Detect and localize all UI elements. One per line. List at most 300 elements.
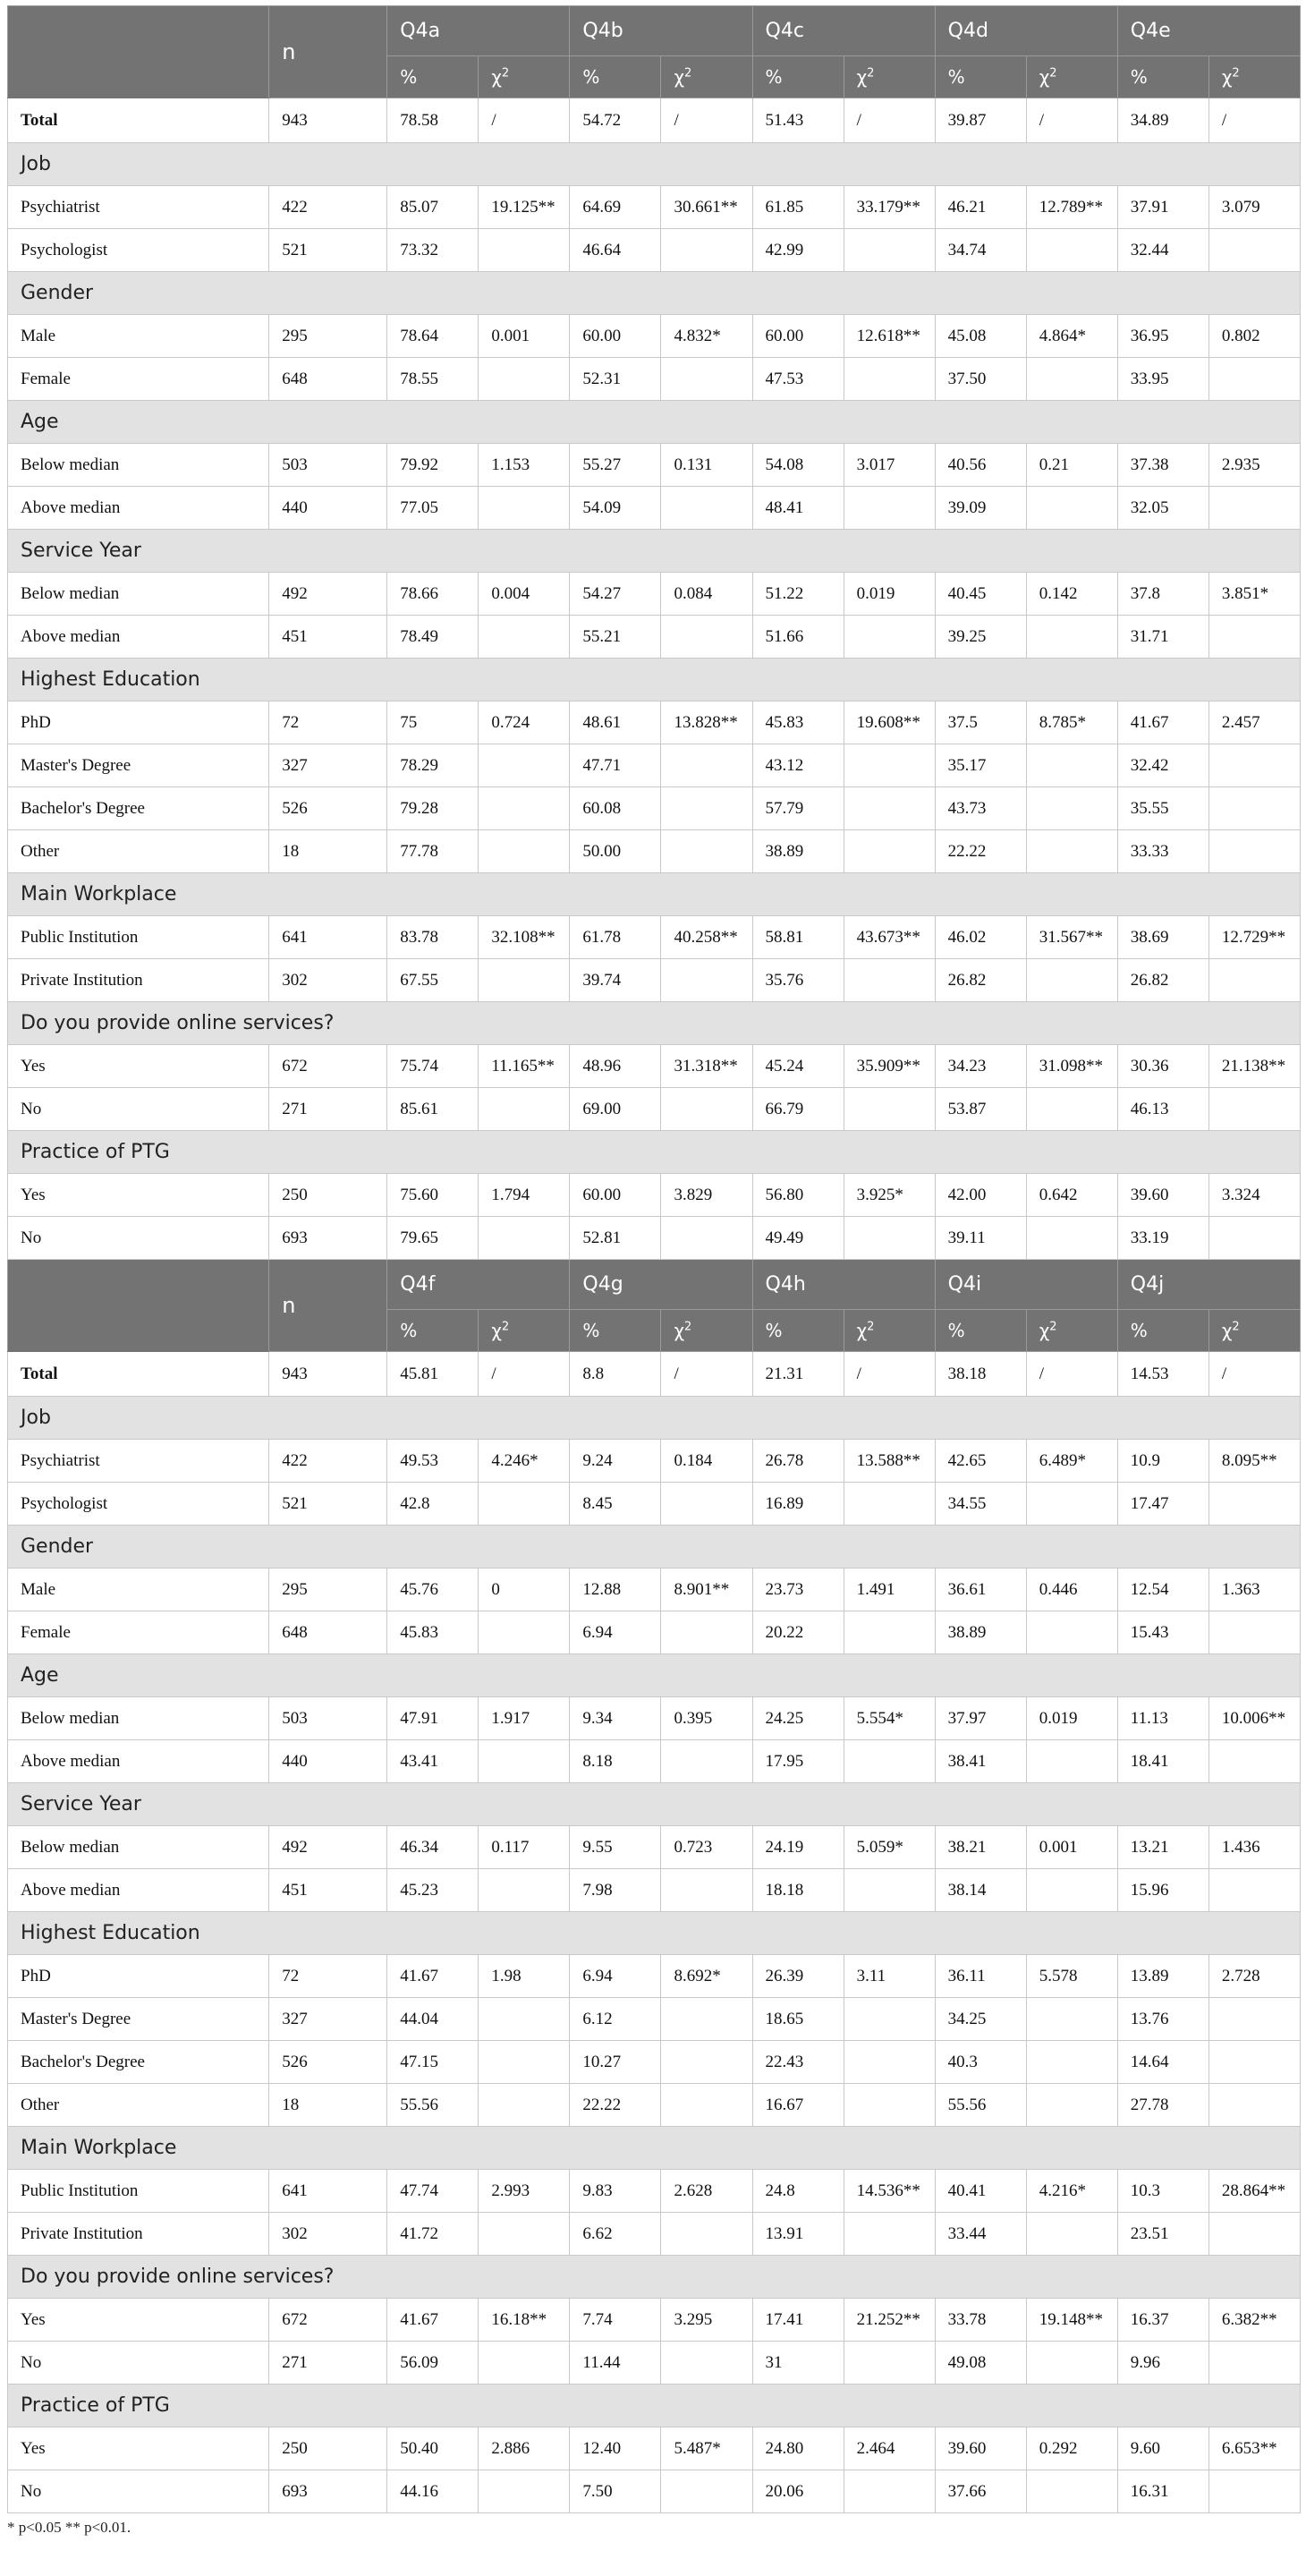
percent-header: % bbox=[387, 1310, 479, 1352]
n-cell: 295 bbox=[269, 315, 387, 358]
percent-cell: 39.60 bbox=[1117, 1174, 1208, 1217]
category-row bbox=[8, 530, 1301, 573]
percent-cell: 11.13 bbox=[1117, 1697, 1208, 1740]
percent-cell: 6.94 bbox=[570, 1611, 661, 1654]
percent-cell: 38.69 bbox=[1117, 916, 1208, 959]
n-cell: 521 bbox=[269, 1483, 387, 1526]
chi-square-cell: 0.184 bbox=[661, 1440, 752, 1483]
percent-cell: 9.55 bbox=[570, 1826, 661, 1869]
percent-cell: 14.53 bbox=[1117, 1352, 1208, 1397]
percent-cell: 26.82 bbox=[935, 959, 1026, 1002]
chi-square-cell: 4.864* bbox=[1026, 315, 1117, 358]
chi-square-header bbox=[1026, 56, 1117, 98]
percent-header: % bbox=[752, 1310, 844, 1352]
chi-square-cell bbox=[1026, 2342, 1117, 2385]
chi-square-cell: 28.864** bbox=[1208, 2170, 1300, 2213]
chi-square-cell bbox=[1026, 358, 1117, 401]
chi-square-cell: 3.324 bbox=[1208, 1174, 1300, 1217]
percent-cell: 49.53 bbox=[387, 1440, 479, 1483]
n-cell: 503 bbox=[269, 444, 387, 487]
chi-square-cell bbox=[479, 616, 570, 659]
percent-cell: 54.09 bbox=[570, 487, 661, 530]
chi-superscript: 2 bbox=[867, 1320, 875, 1334]
percent-cell: 15.43 bbox=[1117, 1611, 1208, 1654]
row-label: Female bbox=[8, 358, 269, 401]
chi-symbol: χ bbox=[674, 1320, 685, 1341]
table-row bbox=[8, 1174, 1301, 1217]
chi-square-cell bbox=[1208, 959, 1300, 1002]
chi-square-cell bbox=[479, 2041, 570, 2084]
category-label: Do you provide online services? bbox=[8, 1002, 1301, 1045]
header-blank-cell bbox=[8, 1260, 269, 1352]
chi-square-cell: 0.142 bbox=[1026, 573, 1117, 616]
n-cell: 440 bbox=[269, 487, 387, 530]
percent-cell: 8.8 bbox=[570, 1352, 661, 1397]
chi-square-cell: 40.258** bbox=[661, 916, 752, 959]
percent-cell: 78.55 bbox=[387, 358, 479, 401]
chi-square-cell bbox=[1208, 2470, 1300, 2513]
percent-cell: 34.25 bbox=[935, 1998, 1026, 2041]
category-row bbox=[8, 1654, 1301, 1697]
chi-square-cell: 5.578 bbox=[1026, 1955, 1117, 1998]
percent-cell: 64.69 bbox=[570, 186, 661, 229]
n-cell: 693 bbox=[269, 2470, 387, 2513]
percent-cell: 33.78 bbox=[935, 2299, 1026, 2342]
row-label: No bbox=[8, 2342, 269, 2385]
percent-cell: 34.55 bbox=[935, 1483, 1026, 1526]
question-header-q4j: Q4j bbox=[1117, 1260, 1300, 1310]
chi-square-header bbox=[479, 56, 570, 98]
table-row bbox=[8, 1611, 1301, 1654]
row-label: No bbox=[8, 1088, 269, 1131]
table-row bbox=[8, 1088, 1301, 1131]
chi-square-cell: / bbox=[661, 1352, 752, 1397]
percent-cell: 9.24 bbox=[570, 1440, 661, 1483]
n-cell: 18 bbox=[269, 830, 387, 873]
chi-square-cell bbox=[1026, 616, 1117, 659]
percent-cell: 38.41 bbox=[935, 1740, 1026, 1783]
row-label: Male bbox=[8, 1569, 269, 1611]
chi-square-cell bbox=[844, 2213, 935, 2256]
chi-square-cell bbox=[1026, 1998, 1117, 2041]
chi-square-cell bbox=[844, 1611, 935, 1654]
chi-square-cell bbox=[844, 2084, 935, 2127]
category-row bbox=[8, 1002, 1301, 1045]
chi-square-cell: 1.917 bbox=[479, 1697, 570, 1740]
row-label: Below median bbox=[8, 1697, 269, 1740]
chi-square-cell: 0.724 bbox=[479, 701, 570, 744]
percent-cell: 61.78 bbox=[570, 916, 661, 959]
chi-square-cell bbox=[844, 229, 935, 272]
percent-cell: 10.9 bbox=[1117, 1440, 1208, 1483]
chi-square-header bbox=[1208, 1310, 1300, 1352]
percent-cell: 60.00 bbox=[570, 1174, 661, 1217]
percent-cell: 77.78 bbox=[387, 830, 479, 873]
chi-square-cell bbox=[661, 2213, 752, 2256]
chi-square-cell: 0.446 bbox=[1026, 1569, 1117, 1611]
row-label: No bbox=[8, 2470, 269, 2513]
chi-square-cell bbox=[1208, 2342, 1300, 2385]
row-label: Private Institution bbox=[8, 2213, 269, 2256]
chi-square-cell bbox=[661, 959, 752, 1002]
chi-square-cell: 16.18** bbox=[479, 2299, 570, 2342]
chi-superscript: 2 bbox=[684, 1320, 692, 1334]
chi-square-cell bbox=[1026, 229, 1117, 272]
chi-square-cell bbox=[1208, 616, 1300, 659]
percent-cell: 24.8 bbox=[752, 2170, 844, 2213]
n-cell: 250 bbox=[269, 1174, 387, 1217]
chi-square-cell bbox=[1026, 1740, 1117, 1783]
chi-square-cell bbox=[661, 1869, 752, 1912]
chi-square-cell: 19.608** bbox=[844, 701, 935, 744]
chi-superscript: 2 bbox=[501, 1320, 510, 1334]
percent-cell: 21.31 bbox=[752, 1352, 844, 1397]
table-row bbox=[8, 616, 1301, 659]
table-row bbox=[8, 1998, 1301, 2041]
chi-square-cell: / bbox=[844, 1352, 935, 1397]
chi-square-cell bbox=[1208, 2213, 1300, 2256]
question-header-q4b: Q4b bbox=[570, 6, 752, 56]
percent-cell: 18.18 bbox=[752, 1869, 844, 1912]
row-label: Master's Degree bbox=[8, 1998, 269, 2041]
percent-cell: 77.05 bbox=[387, 487, 479, 530]
percent-cell: 39.11 bbox=[935, 1217, 1026, 1260]
table-row bbox=[8, 2041, 1301, 2084]
percent-cell: 45.08 bbox=[935, 315, 1026, 358]
chi-square-cell bbox=[844, 616, 935, 659]
percent-cell: 22.22 bbox=[935, 830, 1026, 873]
percent-cell: 41.67 bbox=[387, 2299, 479, 2342]
n-cell: 526 bbox=[269, 787, 387, 830]
chi-superscript: 2 bbox=[1049, 66, 1057, 81]
table-row bbox=[8, 1826, 1301, 1869]
chi-square-cell: 3.11 bbox=[844, 1955, 935, 1998]
percent-cell: 15.96 bbox=[1117, 1869, 1208, 1912]
percent-cell: 47.15 bbox=[387, 2041, 479, 2084]
row-label: Public Institution bbox=[8, 2170, 269, 2213]
n-cell: 422 bbox=[269, 1440, 387, 1483]
percent-cell: 75.74 bbox=[387, 1045, 479, 1088]
chi-square-cell: 0.019 bbox=[844, 573, 935, 616]
percent-cell: 23.73 bbox=[752, 1569, 844, 1611]
chi-square-cell bbox=[1026, 2470, 1117, 2513]
question-header-q4a: Q4a bbox=[387, 6, 570, 56]
percent-cell: 60.08 bbox=[570, 787, 661, 830]
n-cell: 526 bbox=[269, 2041, 387, 2084]
table-row bbox=[8, 2213, 1301, 2256]
chi-square-cell: 33.179** bbox=[844, 186, 935, 229]
chi-square-cell bbox=[844, 358, 935, 401]
n-header: n bbox=[269, 6, 387, 98]
chi-square-cell: 13.828** bbox=[661, 701, 752, 744]
category-label: Gender bbox=[8, 1526, 1301, 1569]
category-label: Service Year bbox=[8, 1783, 1301, 1826]
chi-square-cell bbox=[661, 1483, 752, 1526]
chi-square-cell: / bbox=[1026, 1352, 1117, 1397]
chi-square-cell: 6.653** bbox=[1208, 2427, 1300, 2470]
percent-cell: 47.74 bbox=[387, 2170, 479, 2213]
question-header-q4i: Q4i bbox=[935, 1260, 1117, 1310]
chi-square-header bbox=[844, 56, 935, 98]
chi-square-cell: 12.729** bbox=[1208, 916, 1300, 959]
chi-square-cell: 4.246* bbox=[479, 1440, 570, 1483]
percent-cell: 66.79 bbox=[752, 1088, 844, 1131]
n-cell: 271 bbox=[269, 2342, 387, 2385]
total-row bbox=[8, 1352, 1301, 1397]
percent-cell: 36.61 bbox=[935, 1569, 1026, 1611]
row-label: Psychologist bbox=[8, 1483, 269, 1526]
row-label: Psychologist bbox=[8, 229, 269, 272]
row-label: PhD bbox=[8, 1955, 269, 1998]
percent-cell: 58.81 bbox=[752, 916, 844, 959]
percent-cell: 54.72 bbox=[570, 98, 661, 143]
n-cell: 302 bbox=[269, 959, 387, 1002]
percent-cell: 36.11 bbox=[935, 1955, 1026, 1998]
percent-cell: 13.76 bbox=[1117, 1998, 1208, 2041]
chi-square-cell bbox=[479, 1869, 570, 1912]
row-label: Yes bbox=[8, 1174, 269, 1217]
percent-cell: 7.74 bbox=[570, 2299, 661, 2342]
table-row bbox=[8, 1483, 1301, 1526]
chi-square-cell: / bbox=[1208, 98, 1300, 143]
percent-cell: 42.99 bbox=[752, 229, 844, 272]
chi-square-cell bbox=[661, 1217, 752, 1260]
chi-square-cell bbox=[1208, 229, 1300, 272]
chi-square-cell: 5.059* bbox=[844, 1826, 935, 1869]
chi-square-cell: 11.165** bbox=[479, 1045, 570, 1088]
percent-cell: 45.23 bbox=[387, 1869, 479, 1912]
chi-square-cell: 3.829 bbox=[661, 1174, 752, 1217]
chi-square-cell bbox=[661, 1088, 752, 1131]
row-label: Yes bbox=[8, 2427, 269, 2470]
chi-square-cell bbox=[661, 2470, 752, 2513]
percent-cell: 50.00 bbox=[570, 830, 661, 873]
chi-superscript: 2 bbox=[1049, 1320, 1057, 1334]
percent-cell: 42.00 bbox=[935, 1174, 1026, 1217]
chi-square-cell bbox=[479, 744, 570, 787]
percent-cell: 50.40 bbox=[387, 2427, 479, 2470]
percent-cell: 43.41 bbox=[387, 1740, 479, 1783]
chi-square-cell bbox=[1208, 787, 1300, 830]
chi-square-cell: 2.628 bbox=[661, 2170, 752, 2213]
table-row bbox=[8, 1440, 1301, 1483]
chi-square-cell bbox=[844, 2470, 935, 2513]
percent-cell: 22.22 bbox=[570, 2084, 661, 2127]
percent-header: % bbox=[935, 1310, 1026, 1352]
chi-square-cell: 4.216* bbox=[1026, 2170, 1117, 2213]
category-row bbox=[8, 1783, 1301, 1826]
percent-cell: 6.62 bbox=[570, 2213, 661, 2256]
chi-square-cell bbox=[844, 2342, 935, 2385]
chi-square-cell: 35.909** bbox=[844, 1045, 935, 1088]
percent-cell: 13.21 bbox=[1117, 1826, 1208, 1869]
chi-symbol: χ bbox=[491, 1320, 502, 1341]
category-label: Age bbox=[8, 401, 1301, 444]
chi-square-cell: 31.318** bbox=[661, 1045, 752, 1088]
row-label: Master's Degree bbox=[8, 744, 269, 787]
percent-cell: 36.95 bbox=[1117, 315, 1208, 358]
table-row bbox=[8, 444, 1301, 487]
percent-cell: 56.09 bbox=[387, 2342, 479, 2385]
table-row bbox=[8, 2084, 1301, 2127]
percent-cell: 46.21 bbox=[935, 186, 1026, 229]
chi-square-cell: 0.004 bbox=[479, 573, 570, 616]
percent-cell: 37.97 bbox=[935, 1697, 1026, 1740]
percent-cell: 49.08 bbox=[935, 2342, 1026, 2385]
chi-symbol: χ bbox=[674, 66, 685, 88]
table-row bbox=[8, 1569, 1301, 1611]
chi-square-cell bbox=[661, 787, 752, 830]
chi-square-cell: 5.487* bbox=[661, 2427, 752, 2470]
n-cell: 492 bbox=[269, 573, 387, 616]
chi-square-header bbox=[1026, 1310, 1117, 1352]
percent-cell: 34.74 bbox=[935, 229, 1026, 272]
percent-cell: 60.00 bbox=[752, 315, 844, 358]
percent-cell: 32.42 bbox=[1117, 744, 1208, 787]
chi-symbol: χ bbox=[856, 66, 868, 88]
chi-square-cell: 3.017 bbox=[844, 444, 935, 487]
chi-square-cell: 5.554* bbox=[844, 1697, 935, 1740]
percent-cell: 12.54 bbox=[1117, 1569, 1208, 1611]
table-row bbox=[8, 1697, 1301, 1740]
row-label: Female bbox=[8, 1611, 269, 1654]
chi-superscript: 2 bbox=[684, 66, 692, 81]
chi-square-cell bbox=[479, 787, 570, 830]
percent-cell: 31 bbox=[752, 2342, 844, 2385]
header-blank-cell bbox=[8, 6, 269, 98]
chi-square-cell: 19.148** bbox=[1026, 2299, 1117, 2342]
chi-square-cell bbox=[1026, 1483, 1117, 1526]
chi-square-cell: 10.006** bbox=[1208, 1697, 1300, 1740]
chi-square-cell bbox=[1026, 959, 1117, 1002]
percent-cell: 78.29 bbox=[387, 744, 479, 787]
percent-cell: 78.64 bbox=[387, 315, 479, 358]
chi-square-cell bbox=[1208, 487, 1300, 530]
chi-square-cell bbox=[1208, 2041, 1300, 2084]
percent-cell: 6.94 bbox=[570, 1955, 661, 1998]
percent-cell: 73.32 bbox=[387, 229, 479, 272]
n-cell: 648 bbox=[269, 1611, 387, 1654]
percent-cell: 48.96 bbox=[570, 1045, 661, 1088]
chi-square-cell bbox=[844, 1217, 935, 1260]
chi-square-cell bbox=[661, 358, 752, 401]
chi-square-cell: 8.785* bbox=[1026, 701, 1117, 744]
chi-square-cell bbox=[661, 1740, 752, 1783]
table-row bbox=[8, 830, 1301, 873]
row-label: Below median bbox=[8, 573, 269, 616]
chi-square-cell: 14.536** bbox=[844, 2170, 935, 2213]
percent-cell: 47.71 bbox=[570, 744, 661, 787]
percent-cell: 24.19 bbox=[752, 1826, 844, 1869]
n-cell: 521 bbox=[269, 229, 387, 272]
chi-square-cell: 2.993 bbox=[479, 2170, 570, 2213]
percent-cell: 26.39 bbox=[752, 1955, 844, 1998]
chi-square-cell: 0.802 bbox=[1208, 315, 1300, 358]
percent-cell: 7.50 bbox=[570, 2470, 661, 2513]
percent-cell: 79.28 bbox=[387, 787, 479, 830]
chi-square-cell: 32.108** bbox=[479, 916, 570, 959]
category-label: Practice of PTG bbox=[8, 1131, 1301, 1174]
percent-cell: 55.27 bbox=[570, 444, 661, 487]
chi-symbol: χ bbox=[1039, 1320, 1050, 1341]
header-row-questions bbox=[8, 6, 1301, 56]
chi-square-cell bbox=[661, 616, 752, 659]
chi-square-cell: 1.794 bbox=[479, 1174, 570, 1217]
percent-cell: 42.8 bbox=[387, 1483, 479, 1526]
percent-cell: 32.05 bbox=[1117, 487, 1208, 530]
chi-square-cell: / bbox=[479, 1352, 570, 1397]
chi-symbol: χ bbox=[856, 1320, 868, 1341]
chi-square-cell bbox=[844, 2041, 935, 2084]
percent-cell: 37.8 bbox=[1117, 573, 1208, 616]
chi-superscript: 2 bbox=[867, 66, 875, 81]
chi-square-cell: 2.935 bbox=[1208, 444, 1300, 487]
percent-cell: 42.65 bbox=[935, 1440, 1026, 1483]
chi-square-cell: 1.436 bbox=[1208, 1826, 1300, 1869]
percent-cell: 51.22 bbox=[752, 573, 844, 616]
percent-cell: 38.89 bbox=[752, 830, 844, 873]
percent-cell: 39.74 bbox=[570, 959, 661, 1002]
category-row bbox=[8, 143, 1301, 186]
table-row bbox=[8, 1869, 1301, 1912]
percent-cell: 34.23 bbox=[935, 1045, 1026, 1088]
chi-square-cell: 3.851* bbox=[1208, 573, 1300, 616]
chi-square-cell: 8.901** bbox=[661, 1569, 752, 1611]
percent-header: % bbox=[935, 56, 1026, 98]
chi-square-cell bbox=[479, 1611, 570, 1654]
percent-cell: 11.44 bbox=[570, 2342, 661, 2385]
row-label: Other bbox=[8, 2084, 269, 2127]
chi-square-cell bbox=[1026, 1217, 1117, 1260]
chi-square-cell: 43.673** bbox=[844, 916, 935, 959]
table-row bbox=[8, 1045, 1301, 1088]
category-label: Job bbox=[8, 1397, 1301, 1440]
percent-cell: 53.87 bbox=[935, 1088, 1026, 1131]
percent-cell: 35.55 bbox=[1117, 787, 1208, 830]
percent-cell: 14.64 bbox=[1117, 2041, 1208, 2084]
chi-square-cell bbox=[1026, 487, 1117, 530]
chi-square-cell: 0.642 bbox=[1026, 1174, 1117, 1217]
chi-square-cell: 30.661** bbox=[661, 186, 752, 229]
chi-square-cell: 1.153 bbox=[479, 444, 570, 487]
chi-square-header bbox=[479, 1310, 570, 1352]
n-cell: 327 bbox=[269, 1998, 387, 2041]
category-row bbox=[8, 272, 1301, 315]
percent-cell: 39.87 bbox=[935, 98, 1026, 143]
chi-square-cell bbox=[844, 959, 935, 1002]
chi-square-cell bbox=[1026, 2041, 1117, 2084]
chi-square-cell: 3.079 bbox=[1208, 186, 1300, 229]
row-label: Above median bbox=[8, 1869, 269, 1912]
category-row bbox=[8, 1526, 1301, 1569]
percent-cell: 79.65 bbox=[387, 1217, 479, 1260]
percent-cell: 27.78 bbox=[1117, 2084, 1208, 2127]
n-cell: 641 bbox=[269, 916, 387, 959]
percent-cell: 16.31 bbox=[1117, 2470, 1208, 2513]
percent-cell: 85.07 bbox=[387, 186, 479, 229]
percent-cell: 12.88 bbox=[570, 1569, 661, 1611]
percent-cell: 9.83 bbox=[570, 2170, 661, 2213]
n-cell: 492 bbox=[269, 1826, 387, 1869]
table-row bbox=[8, 2299, 1301, 2342]
table-row bbox=[8, 2170, 1301, 2213]
chi-square-cell: 0.21 bbox=[1026, 444, 1117, 487]
category-label: Job bbox=[8, 143, 1301, 186]
n-cell: 295 bbox=[269, 1569, 387, 1611]
category-label: Service Year bbox=[8, 530, 1301, 573]
chi-square-cell: / bbox=[1026, 98, 1117, 143]
n-cell: 271 bbox=[269, 1088, 387, 1131]
